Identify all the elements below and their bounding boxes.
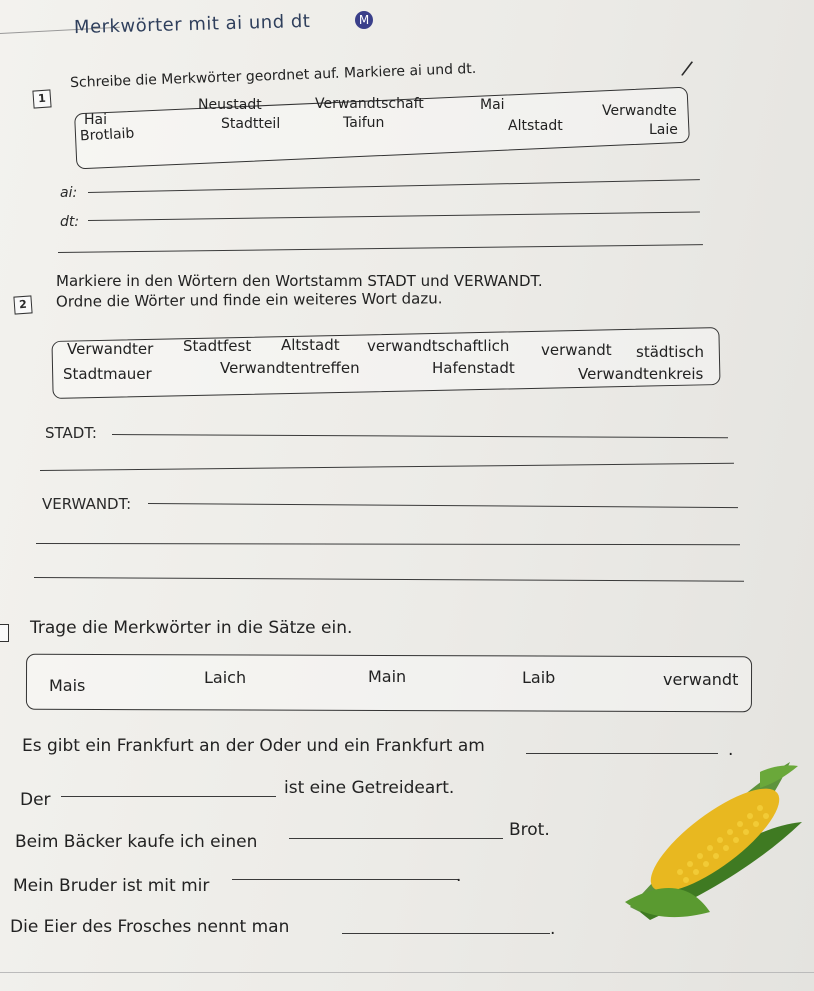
m-badge-icon: M xyxy=(355,11,373,29)
pencil-mark-icon: / xyxy=(680,55,695,81)
answer-line-verwandt-3[interactable] xyxy=(34,577,744,582)
word-taifun: Taifun xyxy=(343,115,385,131)
task-2-number: 2 xyxy=(13,295,32,314)
sentence-4-end: . xyxy=(456,866,462,886)
page-title: Merkwörter mit ai und dt xyxy=(73,10,311,39)
word-neustadt: Neustadt xyxy=(198,97,262,113)
sentence-1-end: . xyxy=(728,740,734,760)
sentence-3-blank[interactable] xyxy=(289,838,503,839)
task-2-instruction-line-2: Ordne die Wörter und finde ein weiteres Wort dazu. xyxy=(55,289,443,311)
task-1-number: 1 xyxy=(32,89,51,108)
word-verwandtschaft: Verwandtschaft xyxy=(315,96,424,112)
word-brotlaib: Brotlaib xyxy=(79,125,135,145)
word-main: Main xyxy=(368,667,407,686)
answer-line-ai[interactable] xyxy=(88,179,700,193)
word-hafenstadt: Hafenstadt xyxy=(432,359,515,377)
word-verwandtentreffen: Verwandtentreffen xyxy=(220,359,360,377)
sentence-4-blank[interactable] xyxy=(232,879,458,880)
task-2-instruction-line-1: Markiere in den Wörtern den Wortstamm STADT und VERWANDT. xyxy=(56,272,543,290)
task-3-instruction: Trage die Merkwörter in die Sätze ein. xyxy=(30,618,353,638)
task-3-number xyxy=(0,624,9,642)
answer-line-dt[interactable] xyxy=(88,211,700,221)
word-stadtfest: Stadtfest xyxy=(183,337,252,355)
label-dt: dt: xyxy=(60,214,80,230)
bottom-edge-line xyxy=(0,972,814,973)
answer-line-verwandt-2[interactable] xyxy=(36,543,740,545)
label-verwandt: VERWANDT: xyxy=(42,495,132,513)
sentence-5-start: Die Eier des Frosches nennt man xyxy=(10,917,290,937)
word-laib: Laib xyxy=(522,668,556,687)
label-stadt: STADT: xyxy=(45,424,97,442)
word-verwandte: Verwandte xyxy=(602,103,677,119)
word-laie: Laie xyxy=(649,122,678,138)
task-1-instruction: Schreibe die Merkwörter geordnet auf. Markiere ai und dt. xyxy=(69,60,477,92)
word-stadtmauer: Stadtmauer xyxy=(63,365,152,383)
word-mais: Mais xyxy=(49,676,86,695)
word-altstadt-2: Altstadt xyxy=(281,336,340,354)
sentence-2-start: Der xyxy=(20,790,51,810)
word-mai: Mai xyxy=(480,97,505,113)
word-stadtteil: Stadtteil xyxy=(221,116,281,132)
label-ai: ai: xyxy=(60,185,78,201)
word-laich: Laich xyxy=(204,668,247,687)
sentence-5-blank[interactable] xyxy=(342,933,550,934)
sentence-2-blank[interactable] xyxy=(61,796,276,797)
word-staedtisch: städtisch xyxy=(636,343,705,361)
sentence-3-end: Brot. xyxy=(509,820,550,840)
sentence-1-text: Es gibt ein Frankfurt an der Oder und ein Frankfurt am xyxy=(22,736,485,756)
sentence-5-end: . xyxy=(550,919,556,939)
answer-line-stadt-2[interactable] xyxy=(40,463,734,471)
word-verwandtenkreis: Verwandtenkreis xyxy=(578,365,704,383)
corn-cob-icon xyxy=(620,752,805,922)
sentence-4-start: Mein Bruder ist mit mir xyxy=(13,876,210,896)
answer-line-extra-1[interactable] xyxy=(58,244,703,253)
sentence-2-end: ist eine Getreideart. xyxy=(284,778,455,798)
word-verwandt: verwandt xyxy=(541,341,612,359)
word-verwandt-3: verwandt xyxy=(663,670,739,689)
word-altstadt: Altstadt xyxy=(508,118,563,134)
word-verwandter: Verwandter xyxy=(67,340,154,358)
answer-line-verwandt[interactable] xyxy=(148,503,738,508)
word-verwandtschaftlich: verwandtschaftlich xyxy=(367,337,510,355)
sentence-3-start: Beim Bäcker kaufe ich einen xyxy=(15,832,258,852)
answer-line-stadt[interactable] xyxy=(112,434,728,438)
word-hai: Hai xyxy=(84,112,107,128)
